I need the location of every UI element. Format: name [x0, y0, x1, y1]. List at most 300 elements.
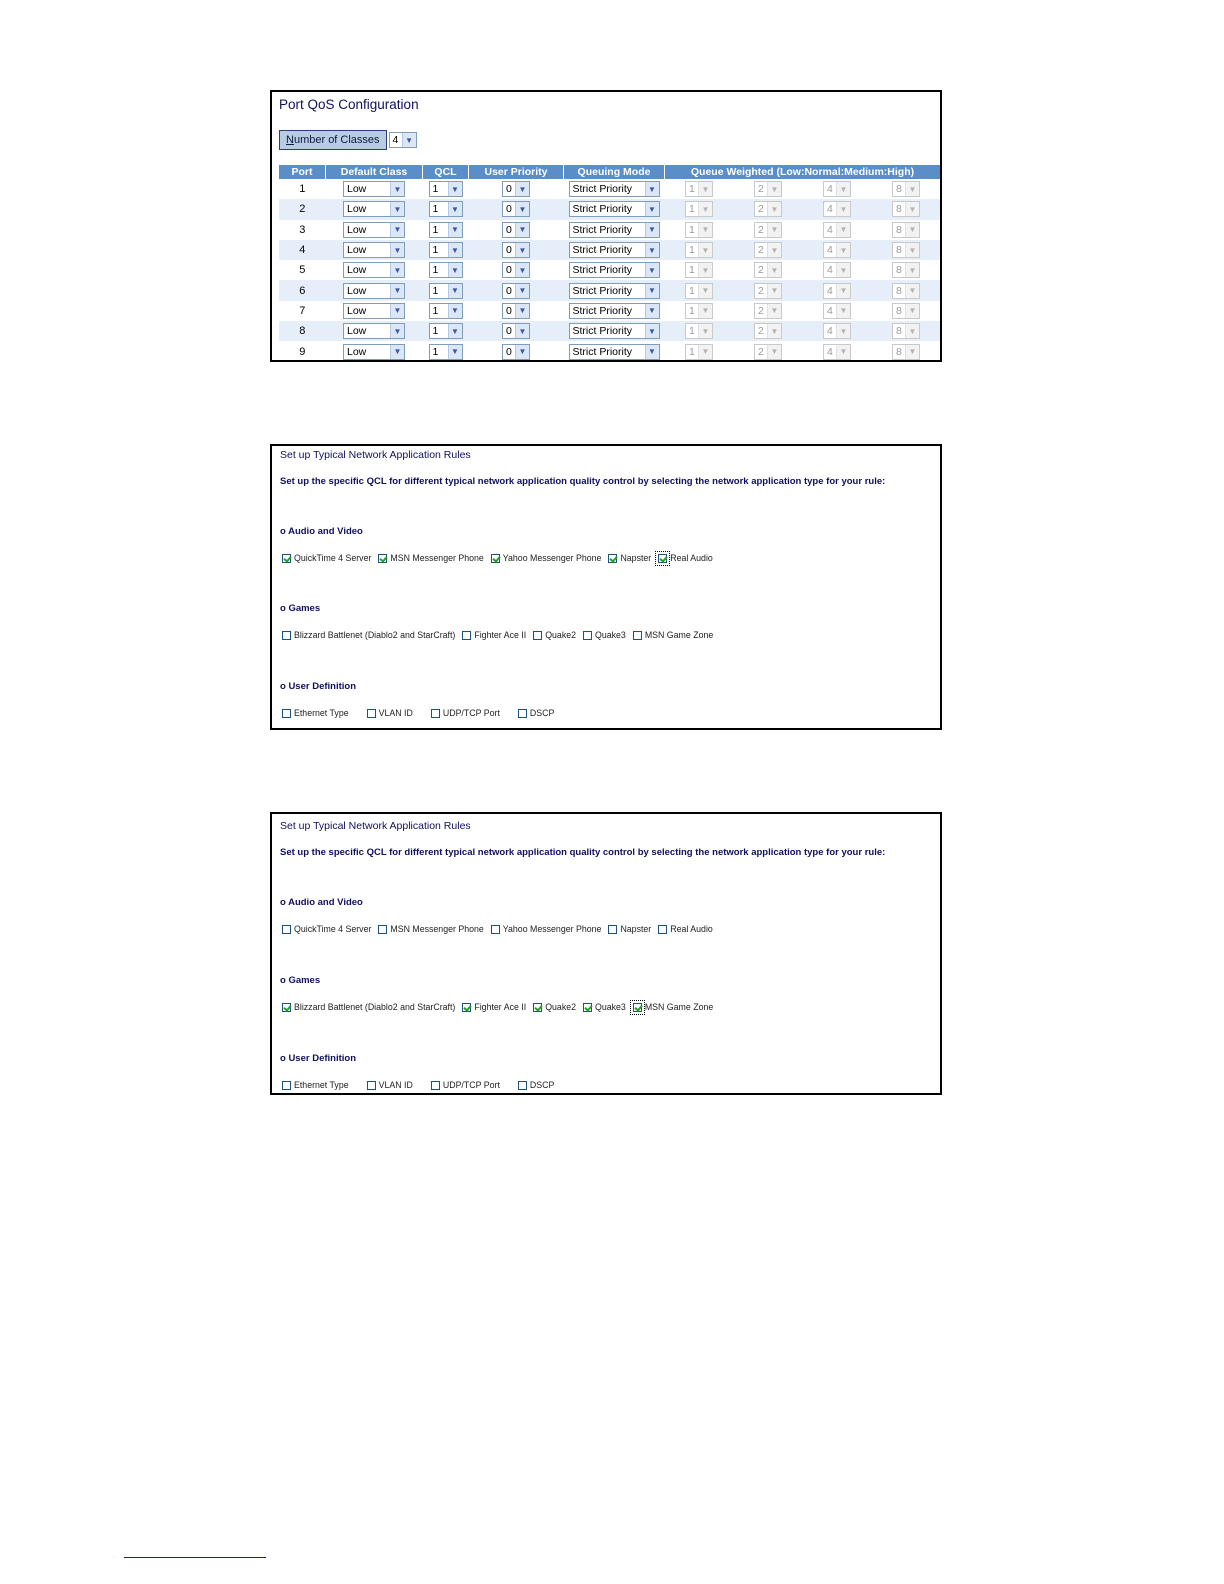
chevron-down-icon: ▼ — [645, 223, 659, 237]
queue-weight-medium-select-value: 4 — [826, 244, 833, 257]
default-class-select-value: Low — [347, 284, 367, 297]
chevron-down-icon: ▼ — [836, 284, 850, 298]
queue-weight-high-select — [892, 201, 920, 217]
chevron-down-icon: ▼ — [515, 304, 529, 318]
queuing-mode-select[interactable] — [569, 283, 660, 299]
queue-weight-low-select-value: 1 — [688, 183, 695, 196]
table-row — [279, 220, 941, 240]
port-number: 4 — [279, 240, 326, 260]
chevron-down-icon: ▼ — [515, 182, 529, 196]
checkbox[interactable] — [431, 1081, 440, 1090]
qcl-select-value: 1 — [432, 304, 439, 317]
app-option-label: Blizzard Battlenet (Diablo2 and StarCraft) — [294, 1002, 456, 1012]
queue-weight-normal-select — [754, 242, 782, 258]
table-row — [279, 301, 941, 321]
queue-weight-medium-select-value: 4 — [826, 264, 833, 277]
app-rules-description: Set up the specific QCL for different typical network application quality control by selecting the network application type for your rule: — [280, 476, 886, 487]
chevron-down-icon: ▼ — [836, 202, 850, 216]
checkbox[interactable] — [518, 1081, 527, 1090]
chevron-down-icon: ▼ — [448, 182, 462, 196]
queue-weight-low-select — [685, 323, 713, 339]
app-option[interactable] — [378, 553, 483, 563]
checkbox[interactable] — [583, 631, 592, 640]
queue-weight-medium-cell — [802, 341, 871, 361]
default-class-select-cell — [326, 179, 423, 199]
checkbox[interactable] — [431, 709, 440, 718]
queue-weight-normal-select — [754, 283, 782, 299]
app-option-label: Yahoo Messenger Phone — [502, 924, 602, 934]
checked-checkbox[interactable] — [583, 1003, 592, 1012]
user-priority-select-value: 0 — [506, 284, 512, 297]
chevron-down-icon: ▼ — [767, 202, 781, 216]
chevron-down-icon: ▼ — [515, 263, 529, 277]
queuing-mode-select-value: Strict Priority — [572, 203, 633, 216]
queue-weight-normal-select — [754, 222, 782, 238]
app-option[interactable] — [462, 1002, 526, 1012]
app-option-label: UDP/TCP Port — [442, 708, 500, 718]
app-option-label: Blizzard Battlenet (Diablo2 and StarCraft) — [294, 630, 456, 640]
default-class-select[interactable] — [343, 303, 405, 319]
queue-weight-normal-cell — [733, 301, 802, 321]
queue-weight-low-select-value: 1 — [688, 345, 695, 358]
queue-weight-high-select-value: 8 — [895, 223, 902, 236]
queue-weight-low-cell — [665, 179, 734, 199]
queue-weight-high-select-value: 8 — [895, 183, 902, 196]
queuing-mode-select-cell — [564, 280, 665, 300]
chevron-down-icon: ▼ — [390, 202, 404, 216]
queuing-mode-select[interactable] — [569, 344, 660, 360]
port-number: 8 — [279, 321, 326, 341]
chevron-down-icon: ▼ — [645, 324, 659, 338]
checkbox[interactable] — [282, 709, 291, 718]
default-class-select-cell — [326, 321, 423, 341]
checkbox[interactable] — [608, 925, 617, 934]
table-header-row — [279, 165, 941, 179]
queue-weight-high-select-value: 8 — [895, 325, 902, 338]
chevron-down-icon: ▼ — [905, 243, 919, 257]
app-option-label: Napster — [620, 553, 652, 563]
user-priority-select-cell — [469, 199, 564, 219]
number-of-classes-label — [279, 130, 387, 150]
queue-weight-high-cell — [871, 240, 940, 260]
user-priority-select[interactable] — [502, 344, 530, 360]
qcl-select-cell — [423, 301, 469, 321]
chevron-down-icon: ▼ — [402, 133, 416, 147]
queuing-mode-select-value: Strict Priority — [572, 345, 633, 358]
chevron-down-icon: ▼ — [836, 304, 850, 318]
default-class-select[interactable] — [343, 262, 405, 278]
section-heading: o User Definition — [280, 1053, 357, 1064]
app-option[interactable] — [462, 630, 526, 640]
checked-checkbox[interactable] — [633, 1003, 642, 1012]
queue-weight-medium-cell — [802, 280, 871, 300]
number-of-classes-select[interactable] — [389, 132, 417, 148]
queue-weight-low-select-value: 1 — [688, 223, 695, 236]
app-option[interactable] — [518, 708, 554, 718]
app-option-label: DSCP — [529, 708, 555, 718]
checked-checkbox[interactable] — [378, 554, 387, 563]
checked-checkbox[interactable] — [608, 554, 617, 563]
queuing-mode-select[interactable] — [569, 181, 660, 197]
chevron-down-icon: ▼ — [645, 263, 659, 277]
chevron-down-icon: ▼ — [645, 304, 659, 318]
queue-weight-high-select — [892, 344, 920, 360]
app-option[interactable] — [633, 1002, 713, 1012]
qcl-select-value: 1 — [432, 223, 439, 236]
queue-weight-high-cell — [871, 321, 940, 341]
checkbox[interactable] — [367, 709, 376, 718]
queue-weight-medium-cell — [802, 199, 871, 219]
default-class-select[interactable] — [343, 344, 405, 360]
app-option-label: Real Audio — [670, 553, 713, 563]
queue-weight-medium-select — [823, 344, 851, 360]
chevron-down-icon: ▼ — [698, 345, 712, 359]
port-number: 9 — [299, 345, 306, 358]
queue-weight-high-select-value: 8 — [895, 203, 902, 216]
checked-checkbox[interactable] — [491, 554, 500, 563]
app-option-label: Fighter Ace II — [474, 1002, 527, 1012]
default-class-select[interactable] — [343, 283, 405, 299]
checked-checkbox[interactable] — [533, 1003, 542, 1012]
queue-weight-high-cell — [871, 199, 940, 219]
default-class-select[interactable] — [343, 242, 405, 258]
checkbox-group — [282, 1080, 572, 1090]
checkbox-group — [282, 1002, 720, 1012]
checkbox[interactable] — [367, 1081, 376, 1090]
user-priority-select[interactable] — [502, 283, 530, 299]
app-option-label: Fighter Ace II — [474, 630, 527, 640]
checked-checkbox[interactable] — [462, 1003, 471, 1012]
number-of-classes-accesskey: N — [286, 134, 294, 146]
app-option[interactable] — [282, 924, 371, 934]
table-row — [279, 179, 941, 199]
qcl-select-value: 1 — [432, 183, 439, 196]
default-class-select-cell — [326, 220, 423, 240]
queue-weight-normal-cell — [733, 240, 802, 260]
app-option[interactable] — [533, 1002, 576, 1012]
app-option-label: VLAN ID — [378, 708, 413, 718]
checked-checkbox[interactable] — [658, 554, 667, 563]
chevron-down-icon: ▼ — [698, 223, 712, 237]
chevron-down-icon: ▼ — [515, 324, 529, 338]
chevron-down-icon: ▼ — [767, 324, 781, 338]
qcl-select-value: 1 — [432, 284, 439, 297]
chevron-down-icon: ▼ — [905, 223, 919, 237]
queue-weight-normal-select-value: 2 — [757, 284, 764, 297]
queue-weight-medium-select-value: 4 — [826, 223, 833, 236]
qcl-select[interactable] — [429, 242, 463, 258]
chevron-down-icon: ▼ — [645, 284, 659, 298]
user-priority-select[interactable] — [502, 201, 530, 217]
default-class-select-value: Low — [347, 183, 367, 196]
checkbox[interactable] — [282, 1081, 291, 1090]
app-option[interactable] — [282, 630, 455, 640]
default-class-select-value: Low — [347, 203, 367, 216]
checkbox[interactable] — [282, 631, 291, 640]
app-option-label: QuickTime 4 Server — [294, 924, 372, 934]
chevron-down-icon: ▼ — [767, 223, 781, 237]
app-option[interactable] — [282, 1002, 455, 1012]
chevron-down-icon: ▼ — [836, 182, 850, 196]
queue-weight-medium-select-value: 4 — [826, 325, 833, 338]
user-priority-select-cell — [469, 220, 564, 240]
queue-weight-high-select — [892, 283, 920, 299]
port-number: 5 — [299, 264, 306, 277]
app-rules-title: Set up Typical Network Application Rules — [280, 449, 471, 461]
queue-weight-medium-select — [823, 181, 851, 197]
app-option[interactable] — [431, 708, 500, 718]
chevron-down-icon: ▼ — [698, 182, 712, 196]
chevron-down-icon: ▼ — [515, 223, 529, 237]
app-option[interactable] — [583, 630, 626, 640]
qcl-select[interactable] — [429, 262, 463, 278]
page-title: Port QoS Configuration — [279, 97, 419, 112]
checkbox-group — [282, 708, 572, 718]
chevron-down-icon: ▼ — [448, 324, 462, 338]
queuing-mode-select[interactable] — [569, 303, 660, 319]
qcl-select-value: 1 — [432, 345, 439, 358]
chevron-down-icon: ▼ — [390, 182, 404, 196]
app-option[interactable] — [518, 1080, 554, 1090]
app-option-label: UDP/TCP Port — [442, 1080, 500, 1090]
queuing-mode-select[interactable] — [569, 242, 660, 258]
chevron-down-icon: ▼ — [448, 345, 462, 359]
app-option[interactable] — [658, 553, 713, 563]
queue-weight-low-select — [685, 283, 713, 299]
checkbox[interactable] — [282, 925, 291, 934]
queue-weight-medium-select — [823, 262, 851, 278]
app-option[interactable] — [367, 708, 413, 718]
qcl-select[interactable] — [429, 181, 463, 197]
queuing-mode-select-value: Strict Priority — [572, 244, 633, 257]
queue-weight-medium-select — [823, 222, 851, 238]
default-class-select[interactable] — [343, 222, 405, 238]
queuing-mode-select[interactable] — [569, 323, 660, 339]
app-option-label: VLAN ID — [378, 1080, 413, 1090]
queue-weight-medium-cell — [802, 260, 871, 280]
port-number: 2 — [279, 199, 326, 219]
queue-weight-low-select-value: 1 — [688, 264, 695, 277]
app-option-label: Ethernet Type — [294, 708, 349, 718]
queuing-mode-select-value: Strict Priority — [572, 284, 633, 297]
user-priority-select[interactable] — [502, 181, 530, 197]
queuing-mode-select[interactable] — [569, 262, 660, 278]
chevron-down-icon: ▼ — [698, 284, 712, 298]
queue-weight-normal-select — [754, 344, 782, 360]
queue-weight-low-cell — [665, 220, 734, 240]
queuing-mode-select-value: Strict Priority — [572, 183, 633, 196]
chevron-down-icon: ▼ — [515, 284, 529, 298]
chevron-down-icon: ▼ — [515, 202, 529, 216]
queue-weight-normal-select-value: 2 — [757, 264, 764, 277]
queue-weight-low-select — [685, 222, 713, 238]
queue-weight-normal-cell — [733, 199, 802, 219]
queuing-mode-select[interactable] — [569, 222, 660, 238]
chevron-down-icon: ▼ — [390, 304, 404, 318]
queue-weight-normal-select — [754, 303, 782, 319]
default-class-select[interactable] — [343, 181, 405, 197]
default-class-select-value: Low — [347, 223, 367, 236]
queue-weight-low-cell — [665, 341, 734, 361]
queue-weight-low-select-value: 1 — [688, 203, 695, 216]
app-option[interactable] — [282, 1080, 349, 1090]
checkbox[interactable] — [518, 709, 527, 718]
app-option[interactable] — [608, 924, 651, 934]
app-option-label: Ethernet Type — [294, 1080, 349, 1090]
queue-weight-medium-cell — [802, 179, 871, 199]
user-priority-select[interactable] — [502, 242, 530, 258]
checked-checkbox[interactable] — [282, 554, 291, 563]
chevron-down-icon: ▼ — [448, 223, 462, 237]
app-option-label: QuickTime 4 Server — [294, 553, 372, 563]
app-option[interactable] — [608, 553, 651, 563]
user-priority-select-value: 0 — [506, 345, 512, 358]
queuing-mode-select[interactable] — [569, 201, 660, 217]
app-rules-panel-audio-video — [270, 444, 942, 730]
queue-weight-low-select-value: 1 — [688, 304, 695, 317]
checkbox[interactable] — [378, 925, 387, 934]
queue-weight-low-cell — [665, 280, 734, 300]
app-option[interactable] — [491, 924, 602, 934]
qcl-select[interactable] — [429, 201, 463, 217]
app-option[interactable] — [282, 553, 371, 563]
user-priority-select-cell — [469, 260, 564, 280]
section-heading: o Audio and Video — [280, 526, 363, 537]
app-option[interactable] — [378, 924, 483, 934]
chevron-down-icon: ▼ — [905, 182, 919, 196]
port-qos-table — [279, 165, 941, 362]
checkbox[interactable] — [491, 925, 500, 934]
chevron-down-icon: ▼ — [905, 304, 919, 318]
queue-weight-low-cell — [665, 301, 734, 321]
queue-weight-normal-cell — [733, 220, 802, 240]
queue-weight-normal-cell — [733, 321, 802, 341]
queue-weight-medium-cell — [802, 301, 871, 321]
checked-checkbox[interactable] — [282, 1003, 291, 1012]
chevron-down-icon: ▼ — [767, 182, 781, 196]
column-header-port: Port — [279, 165, 326, 179]
qcl-select[interactable] — [429, 283, 463, 299]
table-row — [279, 199, 941, 219]
queue-weight-low-select — [685, 181, 713, 197]
app-option[interactable] — [633, 630, 713, 640]
queue-weight-low-select — [685, 344, 713, 360]
qcl-select[interactable] — [429, 323, 463, 339]
chevron-down-icon: ▼ — [698, 263, 712, 277]
user-priority-select[interactable] — [502, 303, 530, 319]
queue-weight-normal-cell — [733, 260, 802, 280]
default-class-select-value: Low — [347, 345, 367, 358]
user-priority-select-cell — [469, 280, 564, 300]
queuing-mode-select-value: Strict Priority — [572, 304, 633, 317]
app-option-label: Quake3 — [595, 1002, 626, 1012]
user-priority-select-value: 0 — [506, 304, 512, 317]
checkbox[interactable] — [633, 631, 642, 640]
queuing-mode-select-value: Strict Priority — [572, 223, 633, 236]
user-priority-select-cell — [469, 240, 564, 260]
queue-weight-high-select-value: 8 — [895, 264, 902, 277]
queue-weight-medium-cell — [802, 220, 871, 240]
qcl-select[interactable] — [429, 344, 463, 360]
app-rules-panel-games — [270, 812, 942, 1095]
queue-weight-medium-select — [823, 303, 851, 319]
queuing-mode-select-cell — [564, 260, 665, 280]
app-option-label: MSN Game Zone — [644, 1002, 714, 1012]
section-heading: o Audio and Video — [280, 897, 363, 908]
chevron-down-icon: ▼ — [448, 304, 462, 318]
app-option-label: DSCP — [529, 1080, 555, 1090]
checkbox-group — [282, 553, 720, 563]
queuing-mode-select-cell — [564, 240, 665, 260]
app-option-label: MSN Messenger Phone — [390, 924, 484, 934]
qcl-select-cell — [423, 321, 469, 341]
checkbox[interactable] — [462, 631, 471, 640]
queue-weight-low-select — [685, 242, 713, 258]
queue-weight-medium-select — [823, 323, 851, 339]
app-option[interactable] — [367, 1080, 413, 1090]
checkbox[interactable] — [658, 925, 667, 934]
queue-weight-low-select — [685, 201, 713, 217]
chevron-down-icon: ▼ — [905, 263, 919, 277]
app-rules-description: Set up the specific QCL for different typical network application quality control by selecting the network application type for your rule: — [280, 847, 886, 858]
queue-weight-medium-cell — [802, 240, 871, 260]
chevron-down-icon: ▼ — [515, 345, 529, 359]
queuing-mode-select-value: Strict Priority — [572, 325, 633, 338]
qcl-select[interactable] — [429, 303, 463, 319]
app-option[interactable] — [533, 630, 576, 640]
chevron-down-icon: ▼ — [645, 202, 659, 216]
app-option-label: MSN Messenger Phone — [390, 553, 484, 563]
app-option[interactable] — [491, 553, 602, 563]
app-option[interactable] — [583, 1002, 626, 1012]
table-row — [279, 240, 941, 260]
app-rules-title: Set up Typical Network Application Rules — [280, 820, 471, 832]
chevron-down-icon: ▼ — [767, 263, 781, 277]
table-row — [279, 260, 941, 280]
user-priority-select[interactable] — [502, 222, 530, 238]
queue-weight-high-select — [892, 323, 920, 339]
qcl-select[interactable] — [429, 222, 463, 238]
chevron-down-icon: ▼ — [515, 243, 529, 257]
queue-weight-low-select-value: 1 — [688, 325, 695, 338]
queuing-mode-select-cell — [564, 199, 665, 219]
default-class-select-cell — [326, 260, 423, 280]
app-option[interactable] — [431, 1080, 500, 1090]
port-number: 3 — [299, 223, 306, 236]
qcl-select-cell — [423, 341, 469, 361]
default-class-select-value: Low — [347, 264, 367, 277]
chevron-down-icon: ▼ — [836, 345, 850, 359]
default-class-select-cell — [326, 280, 423, 300]
port-number: 1 — [299, 183, 306, 196]
app-option[interactable] — [658, 924, 713, 934]
app-option-label: Quake3 — [595, 630, 626, 640]
number-of-classes-value: 4 — [392, 134, 399, 146]
default-class-select[interactable] — [343, 323, 405, 339]
app-option[interactable] — [282, 708, 349, 718]
default-class-select[interactable] — [343, 201, 405, 217]
qcl-select-cell — [423, 220, 469, 240]
queuing-mode-select-value: Strict Priority — [572, 264, 633, 277]
queue-weight-low-select — [685, 262, 713, 278]
user-priority-select[interactable] — [502, 262, 530, 278]
queue-weight-normal-cell — [733, 280, 802, 300]
checkbox[interactable] — [533, 631, 542, 640]
section-heading: o Games — [280, 603, 321, 614]
chevron-down-icon: ▼ — [390, 284, 404, 298]
user-priority-select-value: 0 — [506, 244, 512, 257]
user-priority-select[interactable] — [502, 323, 530, 339]
